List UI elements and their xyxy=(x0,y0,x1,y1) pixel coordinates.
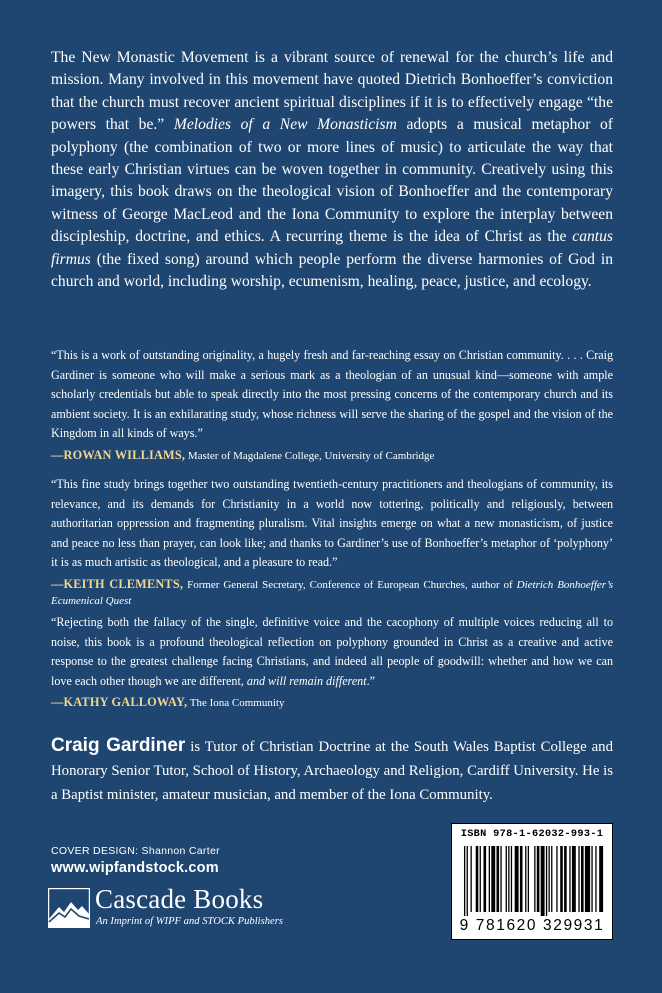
endorsement-galloway xyxy=(51,613,613,711)
cover-design-credit: COVER DESIGN: Shannon Carter xyxy=(51,845,220,857)
author-bio: Craig Gardiner is Tutor of Christian Doctrine at the South Wales Baptist College and Honorary Senior Tutor, School of History, Archaeology and Religion, Cardiff University. He is a Baptist minister, amateur musician, and member of the Iona Community. xyxy=(51,735,613,803)
publisher-logo xyxy=(48,886,288,934)
endorsement-clements xyxy=(51,475,613,609)
endorser-name: —KEITH CLEMENTS, xyxy=(51,576,184,591)
barcode-digits: 9 781620 329931 xyxy=(459,917,605,934)
endorser-name: —KATHY GALLOWAY, xyxy=(51,695,188,710)
endorsement-attribution xyxy=(51,694,613,711)
endorsement-attribution xyxy=(51,447,613,464)
author-name: Craig Gardiner xyxy=(51,735,186,756)
endorsement-text: “This fine study brings together two outstanding twentieth-century practitioners and theologians of community, its relevance, and its demands for Christianity in a world now tottering, politically and religiously, between authoritarian oppression and fragmenting pluralism. Vital insights emerge on what a new monasticism, of justice and peace no less than prayer, can look like; and thanks to Gardiner’s use of Bonhoeffer’s metaphor of ‘polyphony’ it is as much artistic as theological, and a pleasure to read.” xyxy=(51,477,613,570)
barcode-bars xyxy=(460,846,604,916)
endorsement-text: “Rejecting both the fallacy of the single, definitive voice and the cacophony of multiple voices reducing all to noise, this book is a profound theological reflection on polyphony grounded in Christ as a creative and active response to the greatest challenge facing Christians, and indeed all people of goodwill: whether and how we can love each other though we are different, and will remain different.” xyxy=(51,615,613,688)
endorser-title: Former General Secretary, Conference of European Churches, author of Dietrich Bonhoeffer’s Ecumenical Quest xyxy=(51,578,614,607)
endorsement-text: “This is a work of outstanding originality, a hugely fresh and far-reaching essay on Christian community. . . . Craig Gardiner is someone who will make a serious mark as a theologian of an unusual kind—someone with ample scholarly credentials but able to speak directly into the most pressing concerns of the contemporary church and its ambient society. It is an exhilarating study, whose richness will serve the sharing of the gospel and the vision of the Kingdom in all kinds of ways.” xyxy=(51,348,613,441)
endorser-name: —ROWAN WILLIAMS, xyxy=(51,447,186,462)
book-description: The New Monastic Movement is a vibrant source of renewal for the church’s life and mission. Many involved in this movement have quoted Dietrich Bonhoeffer’s conviction that the church must recover ancient spiritual disciplines if it is to effectively engage “the powers that be.” Melodies of a New Monasticism adopts a musical metaphor of polyphony (the combination of two or more lines of music) to articulate the way that these early Christian virtues can be woven together in community. Creatively using this imagery, this book draws on the theological vision of Bonhoeffer and the contemporary witness of George MacLeod and the Iona Community to explore the interplay between discipleship, doctrine, and ethics. A recurring theme is the idea of Christ as the cantus firmus (the fixed song) around which people perform the diverse harmonies of God in church and world, including worship, ecumenism, healing, peace, justice, and ecology. xyxy=(51,49,613,291)
endorser-book-title: Dietrich Bonhoeffer’s Ecumenical Quest xyxy=(51,578,614,607)
endorser-title: The Iona Community xyxy=(187,697,285,710)
endorser-title: Master of Magdalene College, University of Cambridge xyxy=(185,449,435,462)
publisher-name: Cascade Books xyxy=(95,884,264,914)
isbn-label: ISBN 978-1-62032-993-1 xyxy=(460,828,604,840)
endorsement-williams xyxy=(51,346,613,464)
isbn-barcode xyxy=(451,823,613,940)
endorsement-attribution xyxy=(51,576,613,609)
publisher-imprint: An Imprint of WIPF and STOCK Publishers xyxy=(96,916,283,927)
book-title: Melodies of a New Monasticism xyxy=(173,116,397,134)
cantus-firmus-term: cantus firmus xyxy=(51,228,613,268)
mountain-icon xyxy=(48,888,90,928)
publisher-website: www.wipfandstock.com xyxy=(51,860,219,876)
